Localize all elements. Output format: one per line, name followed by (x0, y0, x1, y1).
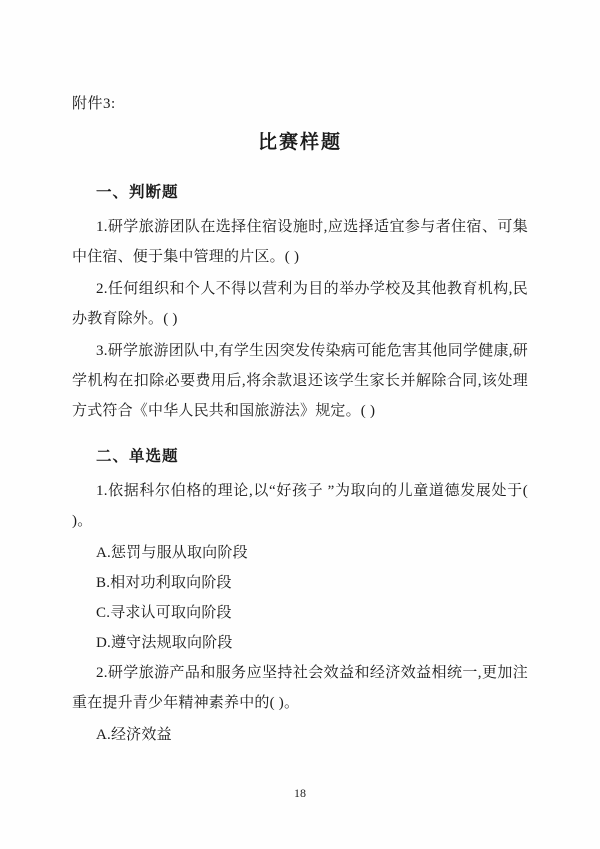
choice-option-c: C.寻求认可取向阶段 (96, 605, 232, 621)
question-item: 2.研学旅游产品和服务应坚持社会效益和经济效益相统一,更加注重在提升青少年精神素养中的( )。 (72, 665, 528, 711)
question-item: 1.研学旅游团队在选择住宿设施时,应选择适宜参与者住宿、可集中住宿、便于集中管理的片区。( ) (72, 219, 528, 265)
question-item: 2.任何组织和个人不得以营利为目的举办学校及其他教育机构,民办教育除外。( ) (72, 281, 528, 327)
question-item: 1.依据科尔伯格的理论,以“好孩子 ”为取向的儿童道德发展处于( )。 (72, 483, 528, 529)
section-heading-single-choice: 二、单选题 (96, 448, 179, 465)
choice-option-a: A.经济效益 (96, 727, 172, 743)
attachment-label: 附件3: (72, 96, 116, 112)
page-title: 比赛样题 (257, 132, 342, 153)
choice-option-b: B.相对功利取向阶段 (96, 575, 232, 591)
section-heading-true-false: 一、判断题 (96, 184, 179, 201)
choice-option-a: A.惩罚与服从取向阶段 (96, 545, 248, 561)
page-number: 18 (294, 786, 306, 800)
choice-option-d: D.遵守法规取向阶段 (96, 635, 233, 651)
question-item: 3.研学旅游团队中,有学生因突发传染病可能危害其他同学健康,研学机构在扣除必要费用后,将余款退还该学生家长并解除合同,该处理方式符合《中华人民共和国旅游法》规定。( ) (72, 343, 528, 419)
